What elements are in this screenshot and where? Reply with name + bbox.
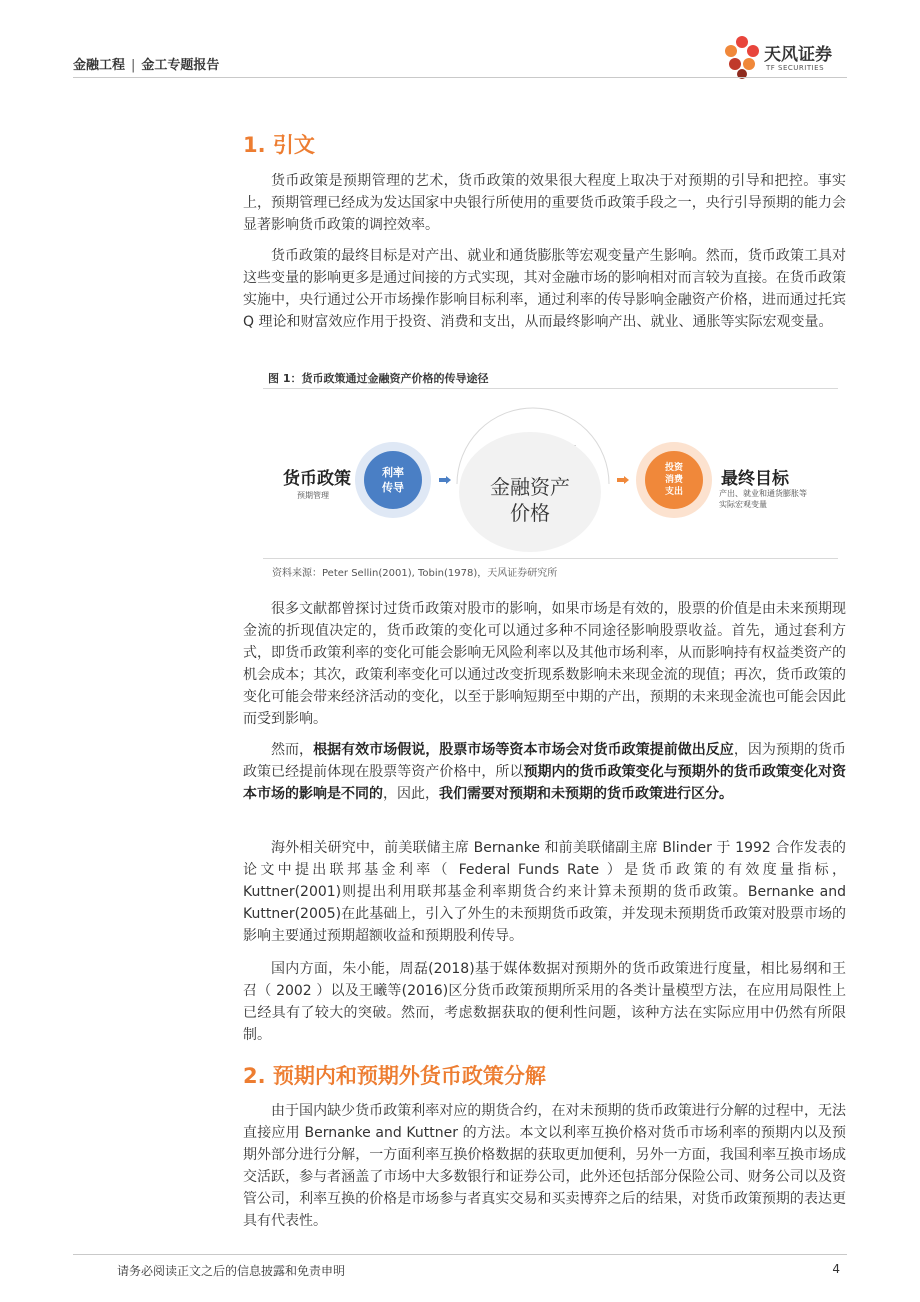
logo-chinese-name: 天风证券 (764, 45, 832, 65)
header-report-type: 金工专题报告 (141, 58, 220, 73)
figure-bottom-rule (263, 558, 838, 559)
section-2-title: 2. 预期内和预期外货币政策分解 (243, 1064, 546, 1088)
p4-part-e: ，因此， (383, 786, 439, 802)
diagram-final-goal-label: 最终目标 (721, 469, 789, 489)
p4-part-a: 然而， (271, 742, 314, 758)
arrow-right-icon (617, 476, 629, 484)
p4-bold-d: 预期内的货币政策变化与预期外的货币政策变化对资本市场的影响是不同的 (243, 764, 847, 802)
header-section: 金融工程 (73, 58, 126, 73)
diagram-final-goal-description (719, 488, 829, 510)
body-paragraph-6: 国内方面，朱小能，周磊(2018)基于媒体数据对预期外的货币政策进行度量，相比易纲和王召（ 2002 ）以及王曦等(2016)区分货币政策预期所采用的各类计量模型方法，在应用局限性上已经具有了较大的突破。然而，考虑数据获取的便利性问题，该种方法在实际应用中仍然有所限制。 (243, 961, 846, 1043)
p4-part-c: ，因为预期的货币政策已经提前体现在股票等资产价格中，所以 (243, 742, 847, 780)
blue-bubble-line-1: 利率 (382, 466, 404, 479)
figure-1-caption: 图 1：货币政策通过金融资产价格的传导途径 (268, 372, 489, 385)
p4-bold-b: 根据有效市场假说，股票市场等资本市场会对货币政策提前做出反应 (313, 742, 734, 758)
section-1-title: 1. 引文 (243, 133, 315, 157)
footer-disclaimer: 请务必阅读正文之后的信息披露和免责申明 (117, 1264, 346, 1278)
body-paragraph-3: 很多文献都曾探讨过货币政策对股市的影响，如果市场是有效的，股票的价值是由未来预期现金流的折现值决定的，货币政策的变化可以通过多种不同途径影响股票收益。首先，通过套利方式，即货币政策利率的变化可能会影响无风险利率以及其他市场利率，从而影响持有权益类资产的机会成本；其次，政策利率变化可以通过改变折现系数影响未来现金流的现值；再次，货币政策的变化可能会带来经济活动的变化，以至于影响短期至中期的产出，预期的未来现金流也可能会因此而受到影响。 (243, 601, 846, 727)
interest-rate-transmission-bubble (355, 442, 431, 518)
section-1-paragraph-2: 货币政策的最终目标是对产出、就业和通货膨胀等宏观变量产生影响。然而，货币政策工具对这些变量的影响更多是通过间接的方式实现，其对金融市场的影响相对而言较为直接。在货币政策实施中，央行通过公开市场操作影响目标利率，通过利率的传导影响金融资产价格，进而通过托宾 Q 理论和财富效应作用于投资、消费和支出，从而最终影响产出、就业、通胀等实际宏观变量。 (243, 248, 846, 330)
final-goal-sub-line-2: 实际宏观变量 (719, 500, 767, 509)
orange-bubble-line-3: 支出 (664, 487, 683, 497)
section-1-paragraph-1: 货币政策是预期管理的艺术，货币政策的效果很大程度上取决于对预期的引导和把控。事实上，预期管理已经成为发达国家中央银行所使用的重要货币政策手段之一，央行引导预期的能力会显著影响货币政策的调控效率。 (243, 173, 846, 233)
figure-1-source: 资料来源：Peter Sellin(2001), Tobin(1978)，天风证券研究所 (272, 568, 558, 579)
body-paragraph-5: 海外相关研究中，前美联储主席 Bernanke 和前美联储副主席 Blinder 于 1992 合作发表的论文中提出联邦基金利率（ Federal Funds Rate ）是货币政策的有效度量指标，Kuttner(2001)则提出利用联邦基金利率期货合约来计算未预期的货币政策。Bernanke and Kuttner(2005)在此基础上，引入了外生的未预期货币政策，并发现未预期货币政策对股票市场的影响主要通过预期超额收益和预期股利传导。 (243, 840, 846, 944)
logo-flower-icon (722, 34, 762, 80)
footer-divider (73, 1254, 847, 1255)
header-breadcrumb (73, 54, 219, 73)
logo-english-name: TF SECURITIES (766, 64, 825, 72)
orange-bubble-line-2: 消费 (664, 475, 683, 485)
company-logo (722, 34, 852, 80)
header-separator: | (131, 58, 136, 73)
investment-consumption-bubble (636, 442, 712, 518)
center-bubble-line-2: 价格 (510, 501, 550, 525)
body-paragraph-4 (243, 739, 846, 805)
financial-asset-price-bubble (459, 432, 601, 552)
p4-bold-f: 我们需要对预期和未预期的货币政策进行区分。 (439, 786, 733, 802)
diagram-expectation-management-label: 预期管理 (297, 491, 329, 500)
section-2-paragraph-1: 由于国内缺少货币政策利率对应的期货合约，在对未预期的货币政策进行分解的过程中，无法直接应用 Bernanke and Kuttner 的方法。本文以利率互换价格对货币市场利率的预期内以及预期外部分进行分解，一方面利率互换价格数据的获取更加便利，另外一方面，我国利率互换市场成交活跃，参与者涵盖了市场中大多数银行和证券公司，此外还包括部分保险公司、财务公司以及资管公司，利率互换的价格是市场参与者真实交易和买卖博弈之后的结果，对货币政策预期的表达更具有代表性。 (243, 1103, 846, 1229)
figure-top-rule (263, 388, 838, 389)
center-bubble-line-1: 金融资产 (490, 475, 570, 499)
final-goal-sub-line-1: 产出、就业和通货膨胀等 (719, 489, 807, 498)
blue-bubble-line-2: 传导 (382, 481, 404, 494)
transmission-diagram (263, 390, 838, 558)
header-divider (73, 77, 847, 78)
orange-bubble-line-1: 投资 (664, 463, 683, 473)
diagram-monetary-policy-label: 货币政策 (283, 469, 351, 489)
page-number: 4 (832, 1262, 840, 1276)
